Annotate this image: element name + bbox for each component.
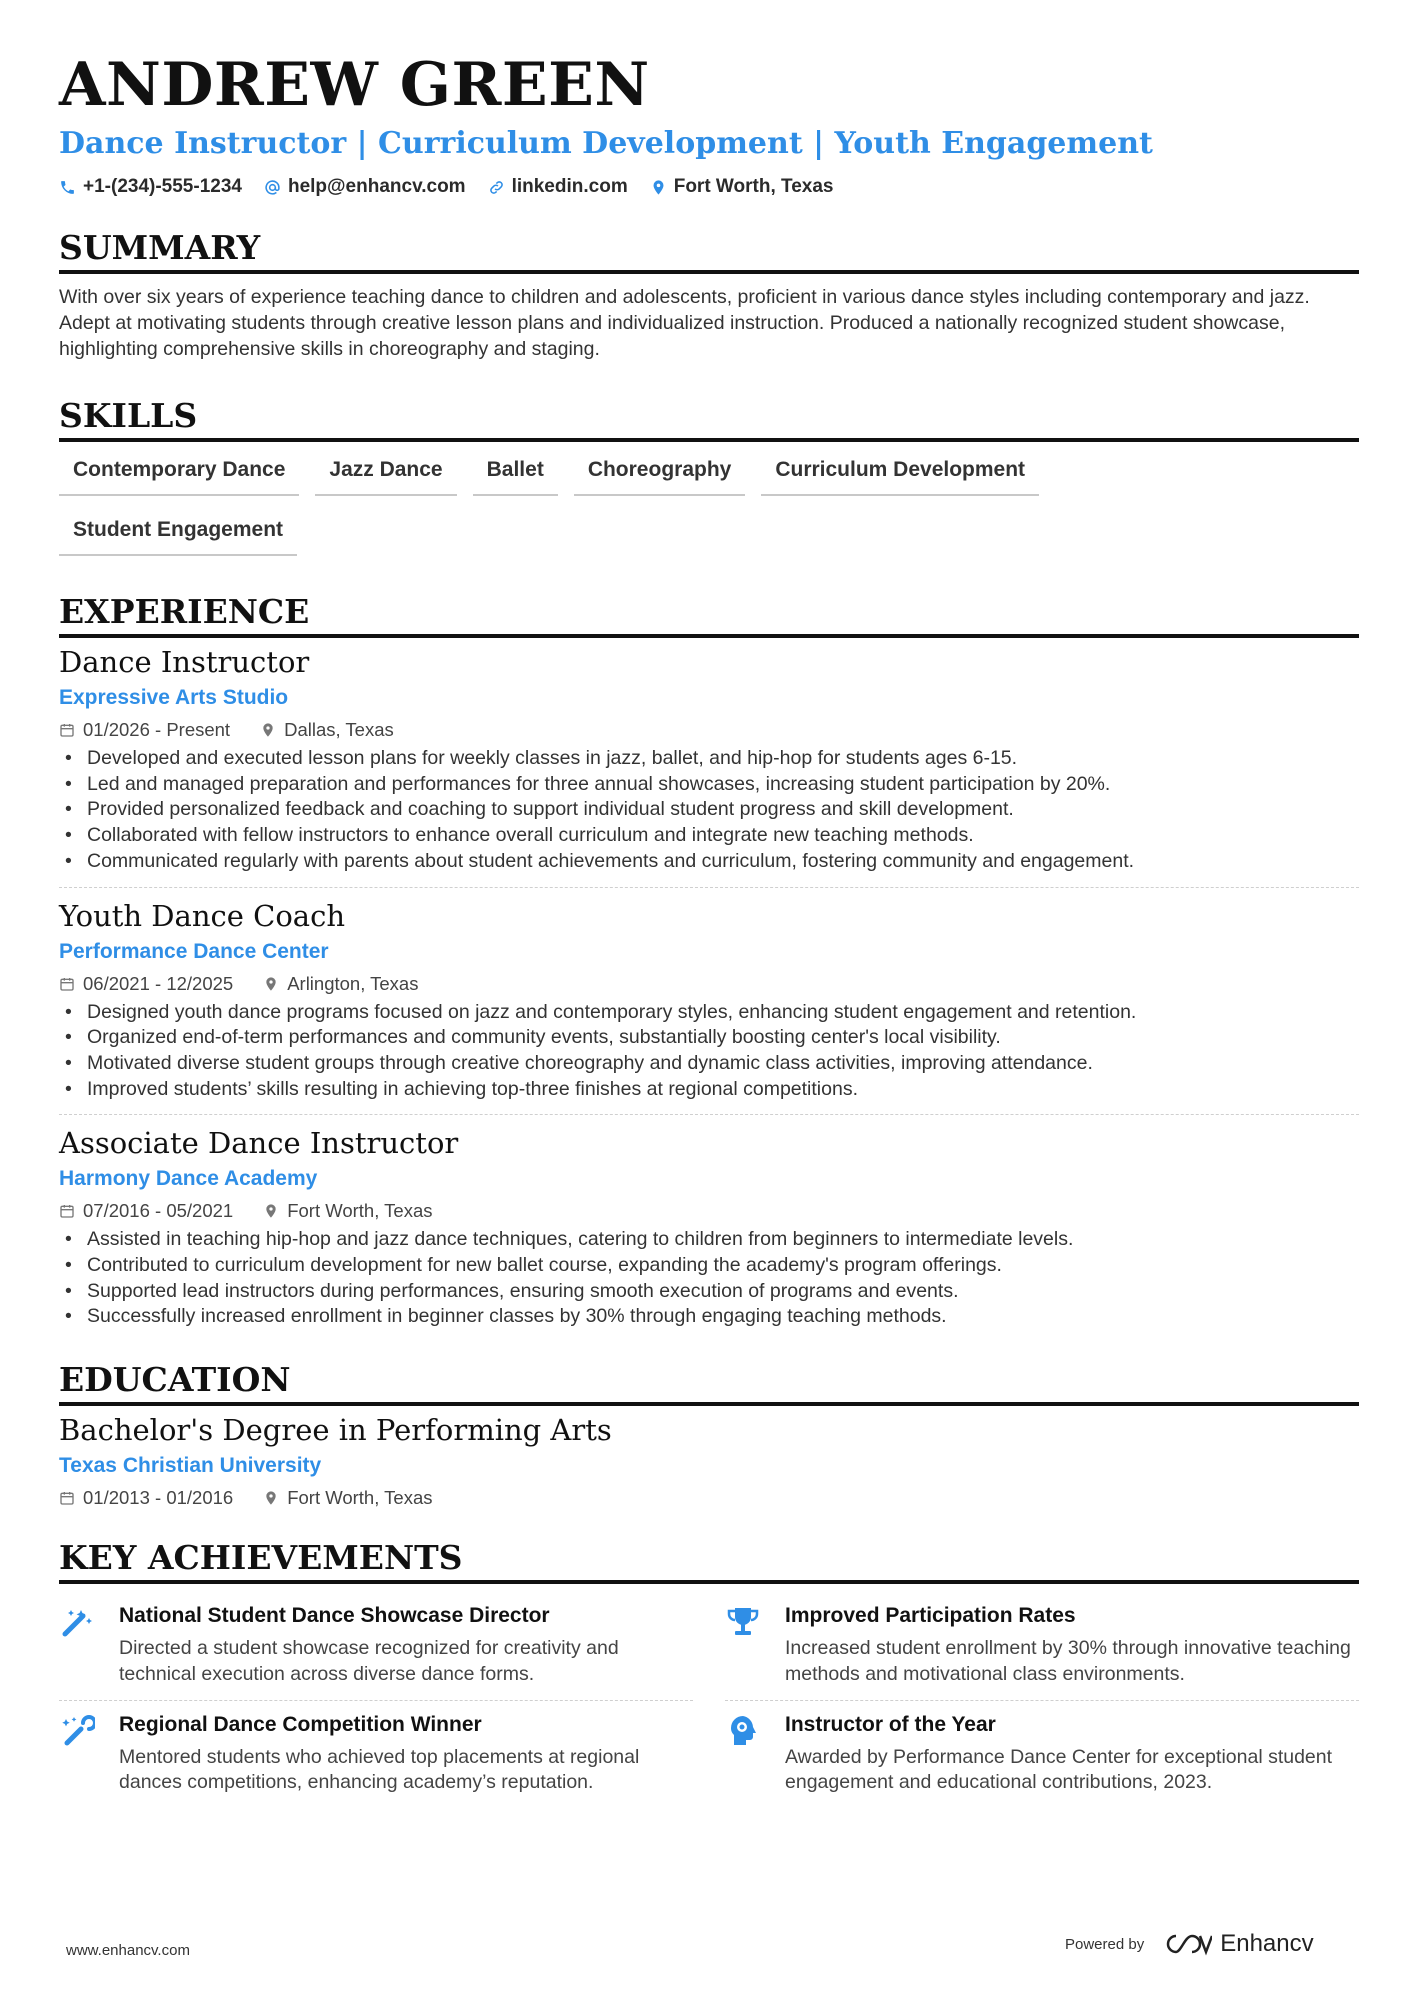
job-location: Dallas, Texas [284,719,394,740]
education-meta [59,1486,1359,1510]
summary-title: SUMMARY [59,228,1359,274]
location-text: Fort Worth, Texas [673,176,834,197]
job-title: Dance Instructor [59,645,310,679]
contact-phone[interactable] [59,176,242,198]
bullet-item: • Collaborated with fellow instructors to enhance overall curriculum and integrate new teaching methods. [59,823,1359,849]
contact-location [650,176,834,198]
calendar-icon [59,1490,75,1506]
trophy-icon [725,1604,761,1640]
job-title: Youth Dance Coach [59,898,346,933]
location-pin-icon [263,1490,279,1506]
education-entry [59,1412,1359,1516]
bullet-item: • Assisted in teaching hip-hop and jazz dance techniques, catering to children from beginners to intermediate levels. [59,1227,1359,1253]
at-icon [264,179,281,196]
bullet-item: • Improved students’ skills resulting in achieving top-three finishes at regional competitions. [59,1077,1359,1103]
summary-section [59,228,1359,362]
job-meta [59,1199,1359,1223]
skill-tag: Student Engagement [59,514,297,556]
degree-title: Bachelor's Degree in Performing Arts [59,1413,612,1448]
achievement-item [59,1592,693,1700]
footer-branding [1065,1930,1314,1958]
bullet-item: • Supported lead instructors during performances, ensuring smooth execution of programs and events. [59,1279,1359,1305]
phone-text: +1-(234)-555-1234 [83,176,242,197]
summary-text: With over six years of experience teaching dance to children and adolescents, proficient in various dance styles including contemporary and jazz. Adept at motivating students through creative lesson plans and individualized instruction. Produced a nationally recognized student showcase, highlighting comprehensive skills in choreography and staging. [59,286,1310,360]
bullet-item: • Communicated regularly with parents about student achievements and curriculum, fostering community and engagement. [59,849,1359,875]
head-idea-icon [725,1713,761,1749]
bullet-item: • Led and managed preparation and performances for three annual showcases, increasing student participation by 20%. [59,772,1359,798]
achievement-title: National Student Dance Showcase Director [119,1604,550,1628]
achievement-desc: Directed a student showcase recognized for creativity and technical execution across diverse dance forms. [119,1637,619,1685]
wand-sparkle-icon [59,1713,95,1749]
contact-bar [59,176,1359,198]
bullet-item: • Provided personalized feedback and coaching to support individual student progress and skill development. [59,797,1359,823]
education-dates: 01/2013 - 01/2016 [83,1487,234,1509]
contact-linkedin[interactable] [488,176,628,198]
job-dates: 01/2026 - Present [83,719,231,740]
job-bullets [59,1000,1359,1103]
skill-tag: Choreography [574,454,746,496]
calendar-icon [59,1203,75,1219]
achievement-title: Instructor of the Year [785,1712,996,1736]
experience-title: EXPERIENCE [59,592,1359,638]
location-pin-icon [650,179,667,196]
job-meta [59,718,1359,742]
job-dates: 07/2016 - 05/2021 [83,1200,234,1222]
skill-tag: Jazz Dance [315,454,456,496]
phone-icon [59,179,76,196]
skills-list [59,454,1189,574]
contact-email[interactable] [264,176,466,198]
location-pin-icon [263,976,279,992]
powered-by-text: Powered by [1065,1935,1145,1953]
skills-title: SKILLS [59,396,1359,442]
calendar-icon [59,722,75,738]
achievement-item [725,1701,1359,1808]
job-entry [59,887,1359,1109]
linkedin-text: linkedin.com [511,176,628,197]
footer-website[interactable]: www.enhancv.com [66,1942,190,1959]
achievement-title: Regional Dance Competition Winner [119,1712,482,1736]
enhancv-logo-icon [1166,1931,1212,1957]
company-name: Harmony Dance Academy [59,1167,318,1191]
job-entry [59,644,1359,881]
skills-section [59,396,1359,574]
job-entry [59,1114,1359,1336]
magic-wand-icon [59,1604,95,1640]
bullet-item: • Organized end-of-term performances and community events, substantially boosting center's local visibility. [59,1025,1359,1051]
achievement-desc: Mentored students who achieved top placements at regional dances competitions, enhancing academy’s reputation. [119,1745,640,1794]
job-meta [59,972,1359,996]
candidate-name: ANDREW GREEN [59,50,650,120]
job-location: Arlington, Texas [287,972,419,994]
calendar-icon [59,976,75,992]
bullet-item: • Contributed to curriculum development for new ballet course, expanding the academy's program offerings. [59,1253,1359,1279]
job-bullets [59,1227,1359,1330]
headline: Dance Instructor | Curriculum Development | Youth Engagement [59,126,1153,161]
brand-name: Enhancv [1220,1930,1314,1957]
skill-tag: Ballet [473,454,558,496]
company-name: Performance Dance Center [59,939,329,963]
job-title: Associate Dance Instructor [59,1126,459,1161]
achievements-grid [59,1592,1359,1808]
company-name: Expressive Arts Studio [59,686,289,709]
bullet-item: • Designed youth dance programs focused on jazz and contemporary styles, enhancing student engagement and retention. [59,1000,1359,1026]
job-dates: 06/2021 - 12/2025 [83,972,234,994]
location-pin-icon [263,1203,279,1219]
achievement-item [725,1592,1359,1700]
location-pin-icon [260,722,276,738]
achievement-title: Improved Participation Rates [785,1604,1076,1628]
bullet-item: • Motivated diverse student groups through creative choreography and dynamic class activities, improving attendance. [59,1051,1359,1077]
experience-section [59,592,1359,1336]
link-icon [488,179,505,196]
skill-tag: Curriculum Development [761,454,1039,496]
achievements-title: KEY ACHIEVEMENTS [59,1538,1359,1584]
job-bullets [59,746,1359,875]
email-text: help@enhancv.com [287,176,466,197]
skill-tag: Contemporary Dance [59,454,299,496]
education-location: Fort Worth, Texas [287,1487,433,1509]
bullet-item: • Successfully increased enrollment in beginner classes by 30% through engaging teaching methods. [59,1304,1359,1330]
bullet-item: • Developed and executed lesson plans for weekly classes in jazz, ballet, and hip-hop for students ages 6-15. [59,746,1359,772]
education-title: EDUCATION [59,1360,1359,1406]
achievement-item [59,1701,693,1808]
achievement-desc: Awarded by Performance Dance Center for exceptional student engagement and educational contributions, 2023. [785,1745,1333,1794]
education-section [59,1360,1359,1516]
job-location: Fort Worth, Texas [287,1200,433,1222]
school-name: Texas Christian University [59,1454,322,1478]
enhancv-logo[interactable] [1166,1930,1313,1958]
achievement-desc: Increased student enrollment by 30% through innovative teaching methods and motivational class environments. [785,1637,1351,1685]
achievements-section [59,1538,1359,1808]
